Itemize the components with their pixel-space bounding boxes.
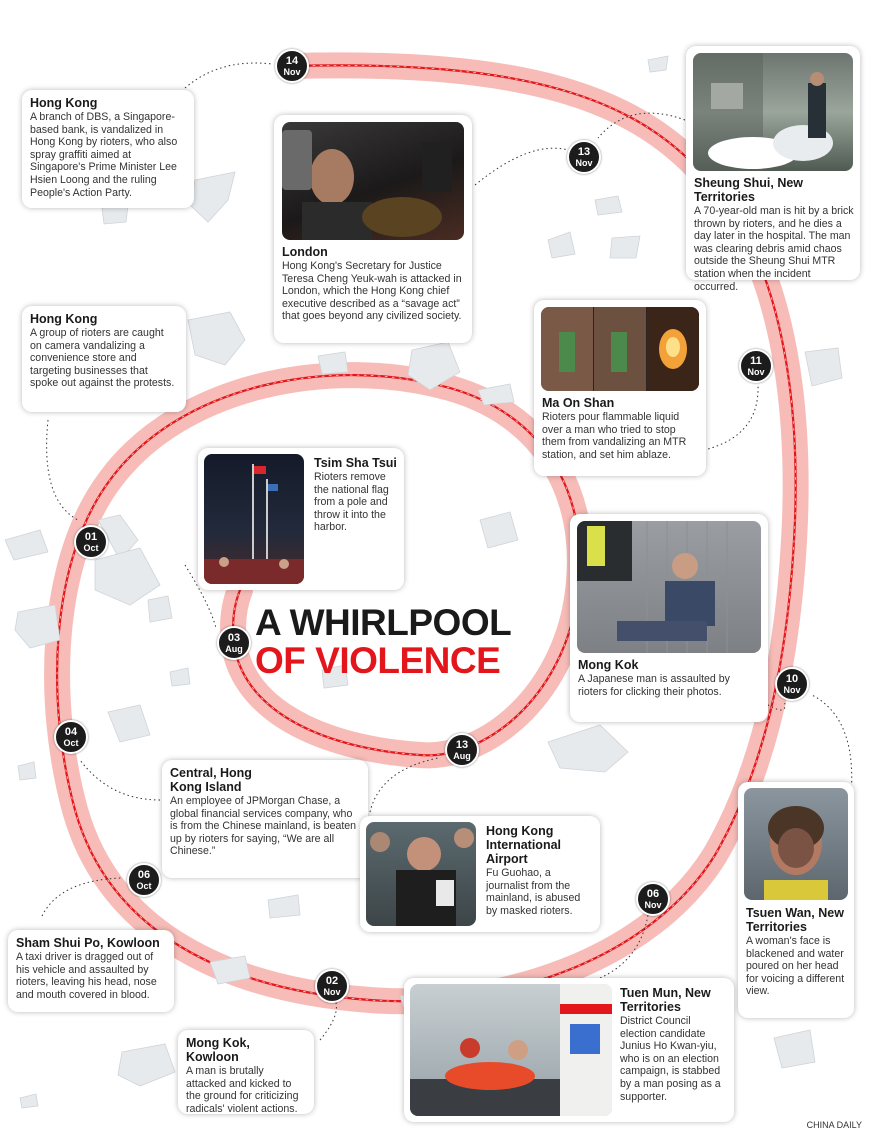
date-month: Nov	[323, 987, 341, 997]
mong-kok-photo-image	[577, 521, 761, 653]
ma-on-shan-photo	[541, 307, 699, 391]
event-card-airport	[360, 816, 600, 932]
date-day: 02	[325, 975, 339, 987]
date-month: Nov	[283, 67, 301, 77]
date-badge-10-nov	[775, 667, 809, 701]
event-text: A man is brutally attacked and kicked to the ground for criticizing radicals' violent actions.	[186, 1065, 299, 1115]
event-place: Tsim Sha Tsui	[314, 456, 397, 470]
date-month: Nov	[575, 158, 593, 168]
event-text: A taxi driver is dragged out of his vehicle and assaulted by rioters, leaving his head, nose and mouth covered in blood.	[16, 951, 157, 1001]
date-day: 14	[285, 55, 299, 67]
date-day: 10	[785, 673, 799, 685]
tuen-mun-text	[620, 986, 728, 1103]
date-month: Oct	[83, 543, 99, 553]
date-day: 04	[64, 726, 78, 738]
event-text: Rioters pour flammable liquid over a man who tried to stop them from vandalizing an MTR station, and set him ablaze.	[542, 411, 687, 461]
date-badge-04-oct	[54, 720, 88, 754]
event-text: A branch of DBS, a Singapore-based bank, is vandalized in Hong Kong by rioters, who also spray graffiti aimed at Singapore's Prime Minister Lee Hsien Loong and the ruling People's Action Party.	[30, 111, 178, 199]
headline-line-2: OF VIOLENCE	[255, 640, 501, 681]
date-badge-06-oct	[127, 863, 161, 897]
event-place: Sham Shui Po, Kowloon	[16, 936, 160, 950]
event-card-hk-dbs	[22, 90, 194, 208]
sheung-shui-text	[694, 176, 854, 293]
event-text: An employee of JPMorgan Chase, a global financial services company, who is from the Chinese mainland, is beaten up by rioters for saying, “We are all Chinese.”	[170, 795, 357, 858]
date-month: Aug	[453, 751, 471, 761]
event-place: Ma On Shan	[542, 396, 615, 410]
event-text: A woman's face is blackened and water poured on her head for voicing a different view.	[746, 935, 845, 998]
event-card-sheung-shui	[686, 46, 860, 293]
tuen-mun-photo	[410, 984, 612, 1116]
date-day: 03	[227, 632, 241, 644]
headline	[255, 604, 511, 680]
event-card-mong-kok-japanese	[570, 514, 768, 722]
airport-photo	[366, 822, 476, 926]
date-badge-13-nov	[567, 140, 601, 174]
date-day: 13	[577, 146, 591, 158]
date-month: Aug	[225, 644, 243, 654]
event-text: Fu Guohao, a journalist from the mainland, is abused by masked rioters.	[486, 867, 581, 917]
london-photo	[282, 122, 464, 240]
tsuen-wan-photo-image	[744, 788, 848, 900]
event-place: Hong Kong International Airport	[486, 824, 562, 866]
event-card-tsuen-wan	[738, 782, 854, 1018]
event-place: London	[282, 245, 328, 259]
date-month: Oct	[136, 881, 152, 891]
event-card-tuen-mun	[404, 978, 734, 1122]
airport-photo-image	[366, 822, 476, 926]
event-card-tsim-sha-tsui	[198, 448, 404, 590]
date-month: Nov	[644, 900, 662, 910]
event-place: Hong Kong	[30, 312, 98, 326]
london-text	[282, 245, 464, 323]
event-card-sham-shui-po	[8, 930, 174, 1012]
date-month: Oct	[63, 738, 79, 748]
event-place: Mong Kok, Kowloon	[186, 1036, 250, 1064]
date-badge-01-oct	[74, 525, 108, 559]
event-place: Hong Kong	[30, 96, 98, 110]
airport-text	[486, 824, 594, 917]
event-text: Rioters remove the national flag from a pole and throw it into the harbor.	[314, 471, 389, 534]
date-day: 06	[646, 888, 660, 900]
date-badge-13-aug	[445, 733, 479, 767]
sheung-shui-photo	[693, 53, 853, 171]
event-text: A group of rioters are caught on camera vandalizing a convenience store and targeting businesses that spoke out against the protests.	[30, 327, 175, 390]
date-day: 13	[455, 739, 469, 751]
event-text: A 70-year-old man is hit by a brick thrown by rioters, and he dies a day later in the hospital. The man was clearing debris amid chaos outside the Sheung Shui MTR station when the incident occurred.	[694, 205, 854, 293]
tuen-mun-photo-image	[410, 984, 612, 1116]
event-text: District Council election candidate Junius Ho Kwan-yiu, who is on an election campaign, is stabbed by a man posing as a supporter.	[620, 1015, 721, 1103]
date-month: Nov	[747, 367, 765, 377]
sheung-shui-photo-image	[693, 53, 853, 171]
date-badge-02-nov	[315, 969, 349, 1003]
tsuen-wan-photo	[744, 788, 848, 900]
date-badge-06-nov	[636, 882, 670, 916]
tsim-sha-tsui-photo	[204, 454, 304, 584]
event-text: Hong Kong's Secretary for Justice Teresa Cheng Yeuk-wah is attacked in London, which the Hong Kong chief executive described as a “savage act” that goes beyond any civilized society.	[282, 260, 462, 323]
headline-line-1: A WHIRLPOOL	[255, 602, 512, 643]
mong-kok-photo	[577, 521, 761, 653]
ma-on-shan-text	[542, 396, 700, 461]
date-badge-11-nov	[739, 349, 773, 383]
mong-kok-text	[578, 658, 762, 698]
event-place: Tuen Mun, New Territories	[620, 986, 711, 1014]
date-badge-03-aug	[217, 626, 251, 660]
date-day: 01	[84, 531, 98, 543]
ma-on-shan-photo-image	[541, 307, 699, 391]
date-day: 06	[137, 869, 151, 881]
event-card-central	[162, 760, 368, 878]
date-month: Nov	[783, 685, 801, 695]
date-badge-14-nov	[275, 49, 309, 83]
london-photo-image	[282, 122, 464, 240]
event-card-mong-kok-kowloon	[178, 1030, 314, 1114]
event-text: A Japanese man is assaulted by rioters for clicking their photos.	[578, 673, 730, 698]
event-card-ma-on-shan	[534, 300, 706, 476]
event-card-london	[274, 115, 472, 343]
tsuen-wan-text	[746, 906, 850, 998]
tsim-sha-tsui-photo-image	[204, 454, 304, 584]
date-day: 11	[750, 355, 762, 367]
event-place: Tsuen Wan, New Territories	[746, 906, 844, 934]
tsim-sha-tsui-text	[314, 456, 398, 534]
event-place: Sheung Shui, New Territories	[694, 176, 804, 204]
event-place: Mong Kok	[578, 658, 639, 672]
event-place: Central, Hong Kong Island	[170, 766, 252, 794]
event-card-hk-store	[22, 306, 186, 412]
credit: CHINA DAILY	[806, 1120, 862, 1130]
